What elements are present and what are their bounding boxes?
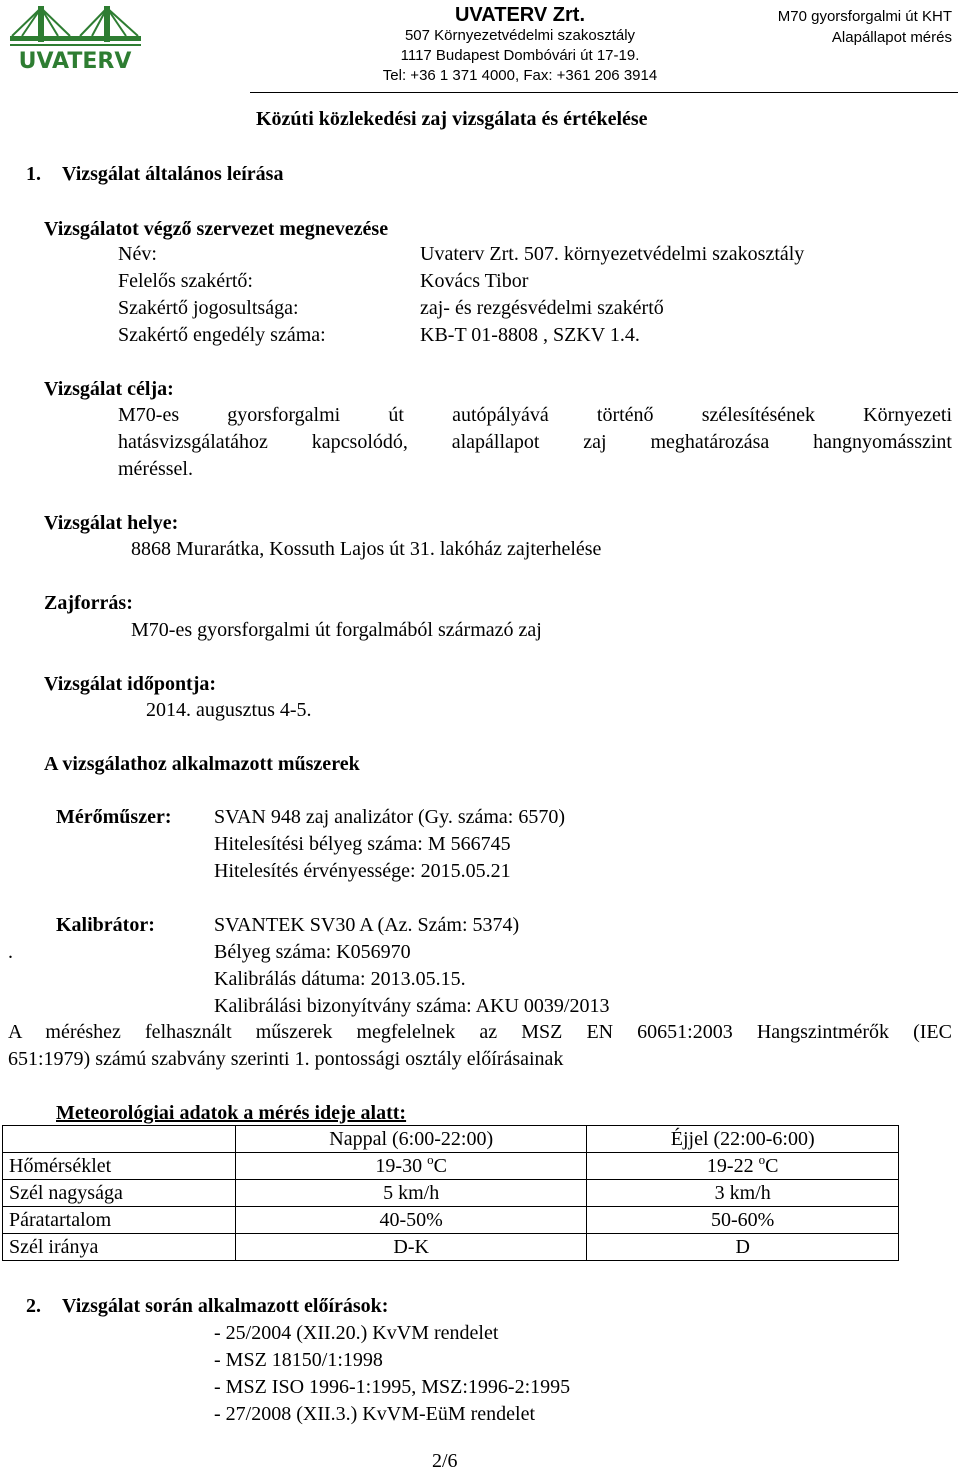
org-label-name: Név: <box>118 243 157 265</box>
org-label-expert: Felelős szakértő: <box>118 270 253 292</box>
org-value-qualification: zaj- és rezgésvédelmi szakértő <box>420 297 664 319</box>
org-label-license: Szakértő engedély száma: <box>118 324 326 346</box>
org-heading: Vizsgálatot végző szervezet megnevezése <box>44 218 389 240</box>
section1-title: Vizsgálat általános leírása <box>62 163 284 185</box>
section2-title: Vizsgálat során alkalmazott előírások: <box>62 1295 389 1317</box>
meter-line-2: Hitelesítési bélyeg száma: M 566745 <box>214 833 511 855</box>
address: 1117 Budapest Dombóvári út 17-19. <box>400 47 640 64</box>
stray-dot: . <box>8 941 13 963</box>
table-row <box>3 1180 899 1207</box>
purpose-heading: Vizsgálat célja: <box>44 378 174 400</box>
department: 507 Környezetvédelmi szakosztály <box>404 27 636 44</box>
degree-sup: o <box>758 1152 766 1167</box>
table-row <box>3 1234 899 1261</box>
table-header-empty <box>3 1126 236 1153</box>
cell-night <box>587 1153 899 1180</box>
purpose-line-3: méréssel. <box>118 458 193 480</box>
source-heading: Zajforrás: <box>44 592 133 614</box>
calibrator-line-2: Bélyeg száma: K056970 <box>214 941 411 963</box>
row-label: Szél nagysága <box>3 1180 236 1207</box>
meteo-heading: Meteorológiai adatok a mérés ideje alatt: <box>56 1102 407 1124</box>
project-subject: Alapállapot mérés <box>831 29 952 46</box>
calibrator-line-3: Kalibrálás dátuma: 2013.05.15. <box>214 968 466 990</box>
table-header-day: Nappal (6:00-22:00) <box>236 1126 587 1153</box>
temp-day-value: 19-30 <box>375 1155 423 1177</box>
regulation-3: - MSZ ISO 1996-1:1995, MSZ:1996-2:1995 <box>214 1376 571 1398</box>
org-value-expert: Kovács Tibor <box>420 270 529 292</box>
row-label: Páratartalom <box>3 1207 236 1234</box>
cell-day <box>236 1153 587 1180</box>
regulation-2: - MSZ 18150/1:1998 <box>214 1349 383 1371</box>
temp-night-value: 19-22 <box>706 1155 754 1177</box>
date-text: 2014. augusztus 4-5. <box>146 699 312 721</box>
cell-night: 50-60% <box>587 1207 899 1234</box>
cell-day: D-K <box>236 1234 587 1261</box>
company-name: UVATERV Zrt. <box>454 4 585 26</box>
bridge-logo-icon <box>8 2 143 72</box>
section2-number: 2. <box>26 1295 41 1317</box>
section1-number: 1. <box>26 163 41 185</box>
purpose-line-1: M70-es gyorsforgalmi út autópályává történő szélesítésének Környezeti <box>118 404 952 426</box>
contact: Tel: +36 1 371 4000, Fax: +361 206 3914 <box>382 67 658 84</box>
table-header-night: Éjjel (22:00-6:00) <box>587 1126 899 1153</box>
row-label: Hőmérséklet <box>3 1153 236 1180</box>
date-heading: Vizsgálat időpontja: <box>44 673 217 695</box>
page-number: 2/6 <box>432 1450 458 1472</box>
calibrator-line-4: Kalibrálási bizonyítvány száma: AKU 0039/2013 <box>214 995 610 1017</box>
purpose-line-2: hatásvizsgálatához kapcsolódó, alapállapot zaj meghatározása hangnyomásszint <box>118 431 952 453</box>
cell-night: 3 km/h <box>587 1180 899 1207</box>
logo-text: UVATERV <box>18 49 132 72</box>
cell-day: 40-50% <box>236 1207 587 1234</box>
project-name: M70 gyorsforgalmi út KHT <box>777 8 952 25</box>
temp-night-unit: C <box>765 1155 779 1177</box>
compliance-line-2: 651:1979) számú szabvány szerinti 1. pontossági osztály előírásainak <box>8 1048 564 1070</box>
meteo-table <box>2 1125 899 1261</box>
org-label-qualification: Szakértő jogosultsága: <box>118 297 299 319</box>
calibrator-label: Kalibrátor: <box>56 914 155 936</box>
company-logo <box>8 2 143 72</box>
meter-line-3: Hitelesítés érvényessége: 2015.05.21 <box>214 860 511 882</box>
table-row <box>3 1153 899 1180</box>
meter-label: Mérőműszer: <box>56 806 172 828</box>
cell-day: 5 km/h <box>236 1180 587 1207</box>
row-label: Szél iránya <box>3 1234 236 1261</box>
regulation-1: - 25/2004 (XII.20.) KvVM rendelet <box>214 1322 499 1344</box>
header-company-block <box>330 4 710 86</box>
org-value-name: Uvaterv Zrt. 507. környezetvédelmi szakosztály <box>420 243 805 265</box>
compliance-line-1: A méréshez felhasznált műszerek megfelelnek az MSZ EN 60651:2003 Hangszintmérők (IEC <box>8 1021 952 1043</box>
org-value-license: KB-T 01-8808 , SZKV 1.4. <box>420 324 640 346</box>
table-header-row <box>3 1126 899 1153</box>
document-title: Közúti közlekedési zaj vizsgálata és értékelése <box>256 108 648 130</box>
table-row <box>3 1207 899 1234</box>
header-project-block <box>778 6 952 48</box>
instruments-heading: A vizsgálathoz alkalmazott műszerek <box>44 753 360 775</box>
location-heading: Vizsgálat helye: <box>44 512 179 534</box>
temp-day-unit: C <box>433 1155 447 1177</box>
calibrator-line-1: SVANTEK SV30 A (Az. Szám: 5374) <box>214 914 520 936</box>
degree-sup: o <box>427 1152 434 1167</box>
meter-line-1: SVAN 948 zaj analizátor (Gy. száma: 6570) <box>214 806 566 828</box>
regulation-4: - 27/2008 (XII.3.) KvVM-EüM rendelet <box>214 1403 536 1425</box>
cell-night: D <box>587 1234 899 1261</box>
location-text: 8868 Murarátka, Kossuth Lajos út 31. lakóház zajterhelése <box>131 538 602 560</box>
header-divider <box>250 92 958 93</box>
source-text: M70-es gyorsforgalmi út forgalmából származó zaj <box>131 619 542 641</box>
